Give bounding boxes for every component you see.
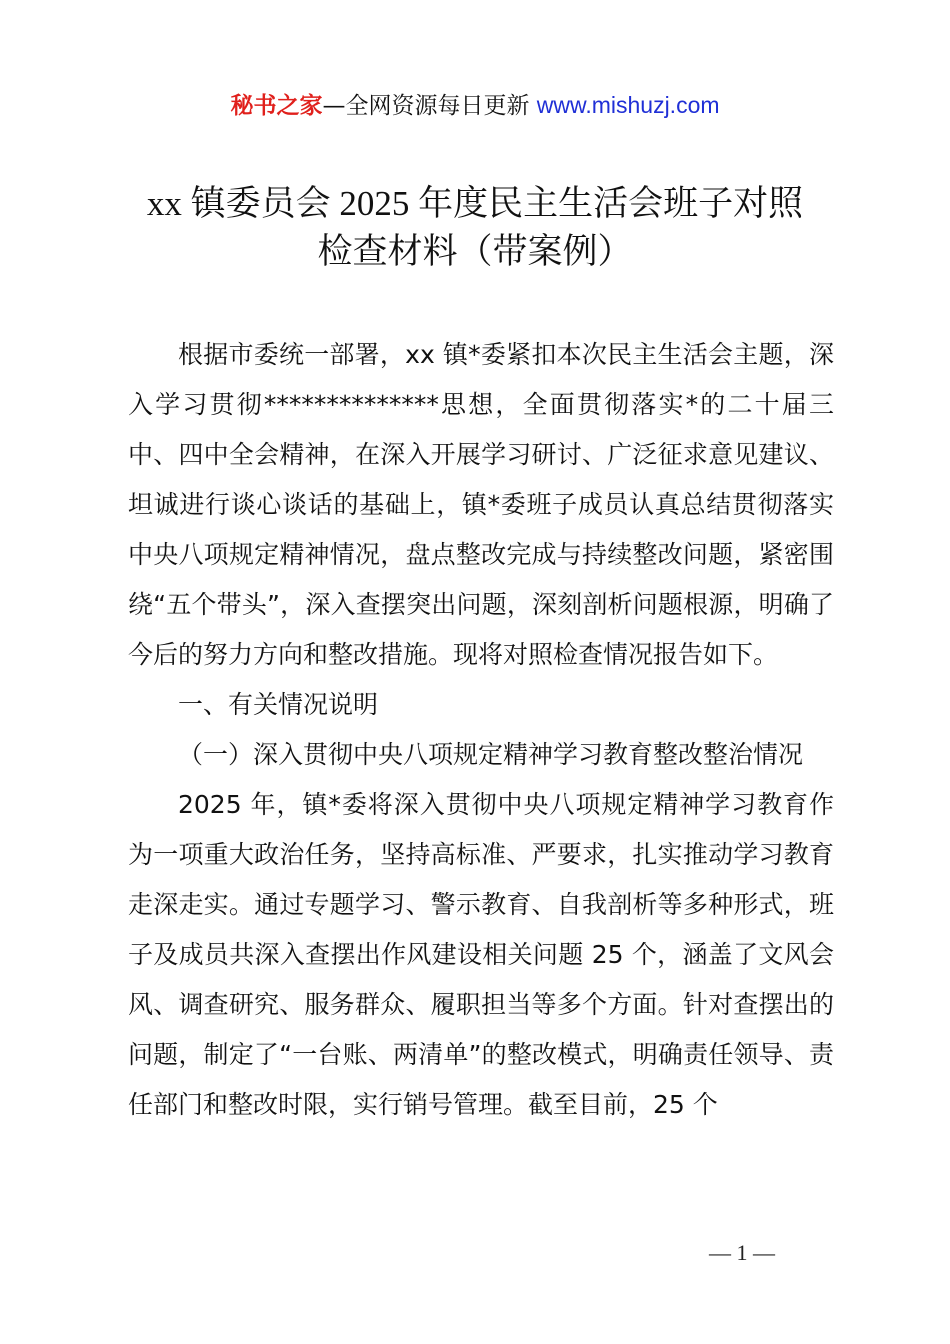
subsection-heading: （一）深入贯彻中央八项规定精神学习教育整改整治情况 <box>178 740 804 769</box>
site-url-link[interactable]: www.mishuzj.com <box>536 92 720 118</box>
brand-name: 秘书之家 <box>230 93 323 119</box>
intro-paragraph: 根据市委统一部署，xx 镇*委紧扣本次民主生活会主题，深入学习贯彻**************思想，全面贯彻落实*的二十届三中、四中全会精神，在深入开展学习研讨、广泛征求意见建议、坦诚进行谈心谈话的基础上，镇*委班子成员认真总结贯彻落实中央八项规定精神情况，盘点整改完成与持续整改问题，紧密围绕“五个带头”，深入查摆突出问题，深刻剖析问题根源，明确了今后的努力方向和整改措施。现将对照检查情况报告如下。 <box>128 340 834 669</box>
document-body <box>128 330 834 1130</box>
body-paragraph: 2025 年，镇*委将深入贯彻中央八项规定精神学习教育作为一项重大政治任务，坚持高标准、严要求，扎实推动学习教育走深走实。通过专题学习、警示教育、自我剖析等多种形式，班子及成员共深入查摆出作风建设相关问题 25 个，涵盖了文风会风、调查研究、服务群众、履职担当等多个方面。针对查摆出的问题，制定了“一台账、两清单”的整改模式，明确责任领导、责任部门和整改时限，实行销号管理。截至目前，25 个 <box>128 790 834 1119</box>
title-line-2: 检查材料（带案例） <box>317 232 633 271</box>
site-header <box>0 88 950 123</box>
title-line-1: xx 镇委员会 2025 年度民主生活会班子对照 <box>146 184 804 223</box>
section-heading: 一、有关情况说明 <box>178 690 379 719</box>
document-title <box>120 180 830 276</box>
header-tagline: —全网资源每日更新 <box>322 93 537 119</box>
page-number: — 1 — <box>709 1240 775 1265</box>
